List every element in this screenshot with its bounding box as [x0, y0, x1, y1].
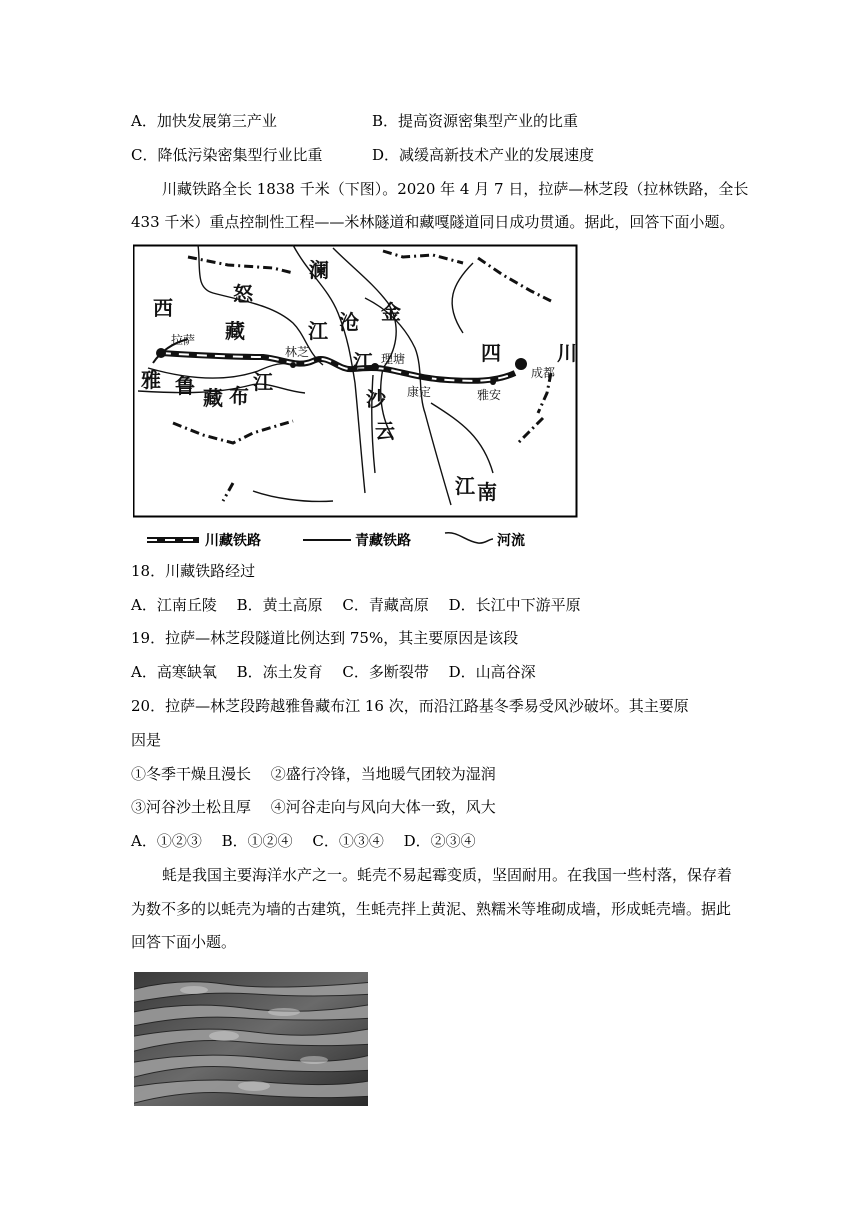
city-label-litang: 理塘	[381, 352, 406, 366]
label-bu: 布	[229, 384, 249, 408]
passage2-line3: 回答下面小题。	[131, 933, 237, 951]
label-jiang-lan: 江	[353, 350, 373, 374]
city-dot-kangding	[426, 375, 432, 381]
q20-items-1-2: ①冬季干燥且漫长 ②盛行冷锋，当地暖气团较为湿润	[131, 765, 496, 783]
q17-option-a: A．加快发展第三产业	[131, 112, 277, 130]
passage1-line1: 川藏铁路全长 1838 千米（下图）。2020 年 4 月 7 日，拉萨—林芝段（拉林铁路，全长	[162, 180, 749, 198]
legend-qingzang: 青藏铁路	[355, 533, 411, 549]
city-dot-yaan	[490, 379, 496, 385]
label-nan: 南	[477, 480, 497, 504]
label-jiang-nu: 江	[308, 319, 328, 343]
city-label-chengdu: 成都	[531, 366, 556, 380]
q17-option-b: B．提高资源密集型产业的比重	[372, 112, 579, 130]
q19-stem: 19．拉萨—林芝段隧道比例达到 75%，其主要原因是该段	[131, 629, 519, 647]
passage2-line2: 为数不多的以蚝壳为墙的古建筑，生蚝壳拌上黄泥、熟糯米等堆砌成墙，形成蚝壳墙。据此	[131, 900, 732, 918]
city-label-lasa: 拉萨	[171, 333, 196, 347]
railway-map	[133, 243, 579, 558]
label-ya: 雅	[141, 368, 161, 392]
q19-options: A．高寒缺氧 B．冻土发育 C．多断裂带 D．山高谷深	[131, 663, 536, 681]
q20-items-3-4: ③河谷沙土松且厚 ④河谷走向与风向大体一致，风大	[131, 798, 496, 816]
label-cang: 沧	[339, 310, 359, 334]
legend-chuanzang: 川藏铁路	[205, 533, 261, 549]
q20-stem-line1: 20．拉萨—林芝段跨越雅鲁藏布江 16 次，而沿江路基冬季易受风沙破坏。其主要原	[131, 697, 689, 715]
label-sha: 沙	[366, 387, 386, 411]
passage2-line1: 蚝是我国主要海洋水产之一。蚝壳不易起霉变质，坚固耐用。在我国一些村落，保存着	[162, 866, 733, 884]
label-zang2: 藏	[203, 386, 223, 410]
label-nu: 怒	[233, 282, 253, 306]
label-jiang-jin: 江	[455, 474, 475, 498]
label-xi: 西	[153, 296, 173, 320]
q17-option-d: D．减缓高新技术产业的发展速度	[372, 146, 595, 164]
label-lu: 鲁	[175, 374, 195, 398]
map-legend	[147, 532, 525, 549]
q20-stem-line2: 因是	[131, 731, 162, 749]
label-lan: 澜	[309, 258, 329, 282]
passage1-line2: 433 千米）重点控制性工程——米林隧道和藏嘎隧道同日成功贯通。据此，回答下面小题。	[131, 213, 735, 231]
q18-stem: 18．川藏铁路经过	[131, 562, 256, 580]
q20-options: A．①②③ B．①②④ C．①③④ D．②③④	[131, 832, 476, 850]
label-chuan: 川	[557, 341, 577, 365]
label-si: 四	[481, 341, 501, 365]
label-yun: 云	[375, 419, 395, 443]
label-jin: 金	[381, 300, 401, 324]
oyster-shell-wall-photo	[134, 972, 368, 1106]
q17-option-c: C．降低污染密集型行业比重	[131, 146, 323, 164]
city-dot-linzhi	[290, 362, 296, 368]
city-label-linzhi: 林芝	[285, 345, 310, 359]
city-dot-lasa	[156, 348, 166, 358]
legend-river: 河流	[497, 533, 525, 549]
q18-options: A．江南丘陵 B．黄土高原 C．青藏高原 D．长江中下游平原	[131, 596, 581, 614]
city-dot-chengdu	[515, 358, 527, 370]
label-zang: 藏	[225, 319, 245, 343]
city-label-kangding: 康定	[407, 385, 432, 399]
label-jiang-ya: 江	[253, 370, 273, 394]
railway-map-svg	[133, 243, 579, 558]
city-label-yaan: 雅安	[477, 388, 502, 402]
